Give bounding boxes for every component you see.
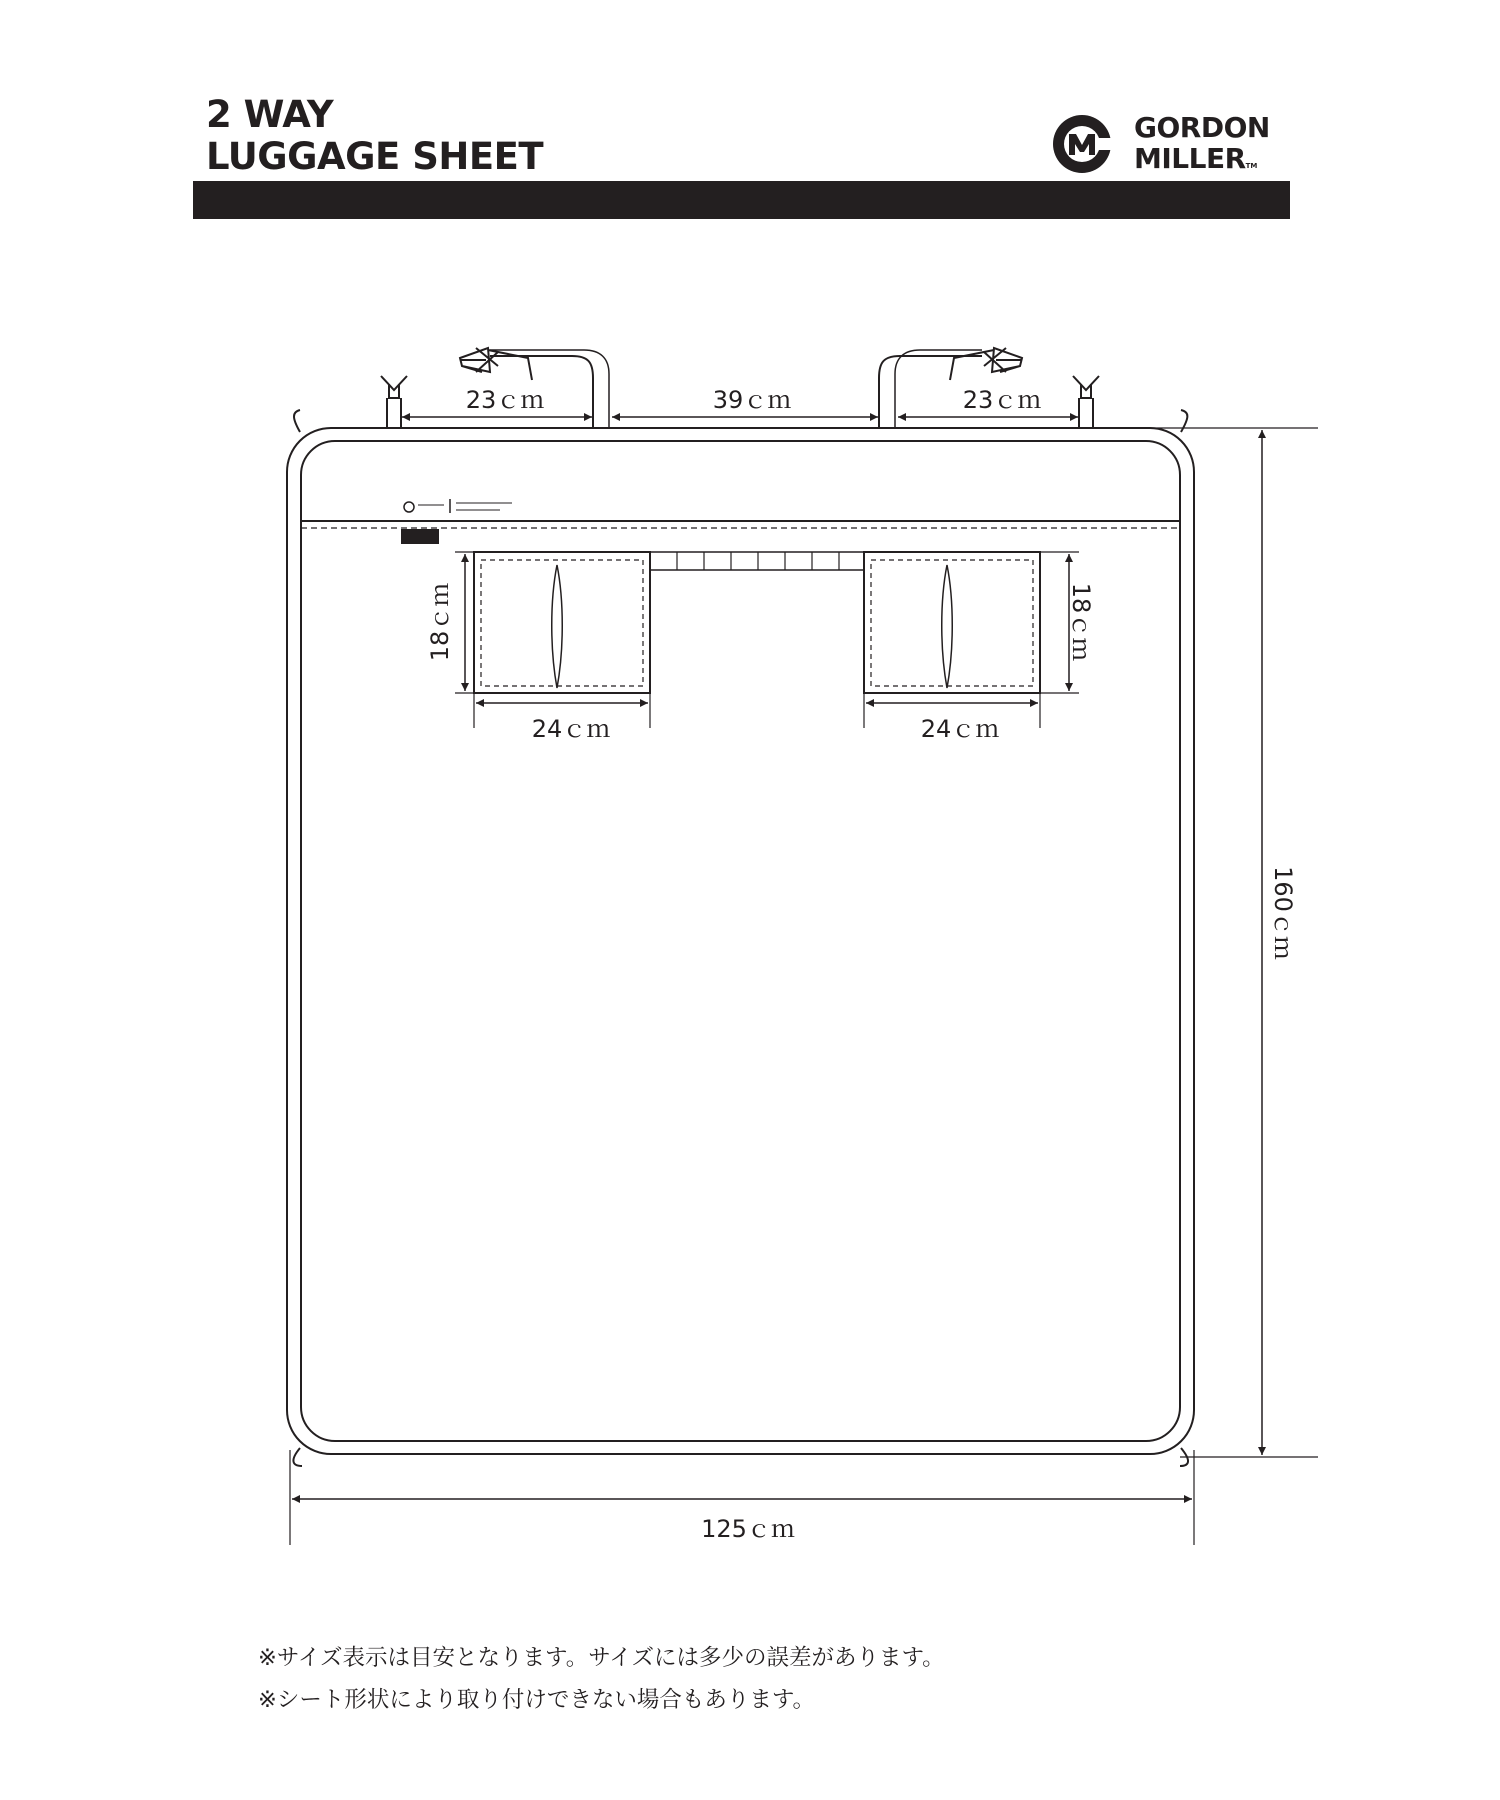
pocket-left-gusset — [552, 565, 563, 688]
sheet-width-label: 125ｃｍ — [701, 1515, 795, 1543]
strap-left-gap-label: 23ｃｍ — [465, 386, 545, 414]
disclaimer-note-1: ※サイズ表示は目安となります。サイズには多少の誤差があります。 — [258, 1645, 945, 1671]
brand-line-2: MILLER — [1134, 142, 1246, 175]
disclaimer-notes — [258, 1637, 945, 1721]
title-line-1: 2 WAY — [206, 93, 334, 136]
sheet-outer-outline — [287, 428, 1194, 1454]
pocket-left-width-label: 24ｃｍ — [531, 715, 611, 743]
pocket-right-width-label: 24ｃｍ — [920, 715, 1000, 743]
strap-middle-gap-label: 39ｃｍ — [712, 386, 792, 414]
sheet-height-label: 160ｃｍ — [1269, 866, 1297, 960]
pocket-right-height-label: 18ｃｍ — [1067, 582, 1095, 662]
pocket-right-gusset — [942, 565, 953, 688]
brand-line-1: GORDON — [1134, 111, 1270, 144]
clip-left-icon — [381, 376, 407, 428]
title-line-2: LUGGAGE SHEET — [206, 135, 544, 178]
disclaimer-note-2: ※シート形状により取り付けできない場合もあります。 — [258, 1687, 816, 1713]
woven-tag — [401, 529, 439, 544]
trademark-mark: TM — [1245, 162, 1258, 170]
band-logo-icon — [404, 502, 414, 512]
clip-right-icon — [1073, 376, 1099, 428]
webbing-strip — [650, 552, 864, 570]
strap-right-gap-label: 23ｃｍ — [962, 386, 1042, 414]
pocket-left-height-label: 18ｃｍ — [426, 582, 454, 662]
corner-loop-top-left — [294, 410, 300, 432]
corner-loop-top-right — [1181, 410, 1187, 432]
corner-loop-bottom-left — [293, 1448, 302, 1466]
pocket-height-arrows — [461, 554, 1073, 691]
